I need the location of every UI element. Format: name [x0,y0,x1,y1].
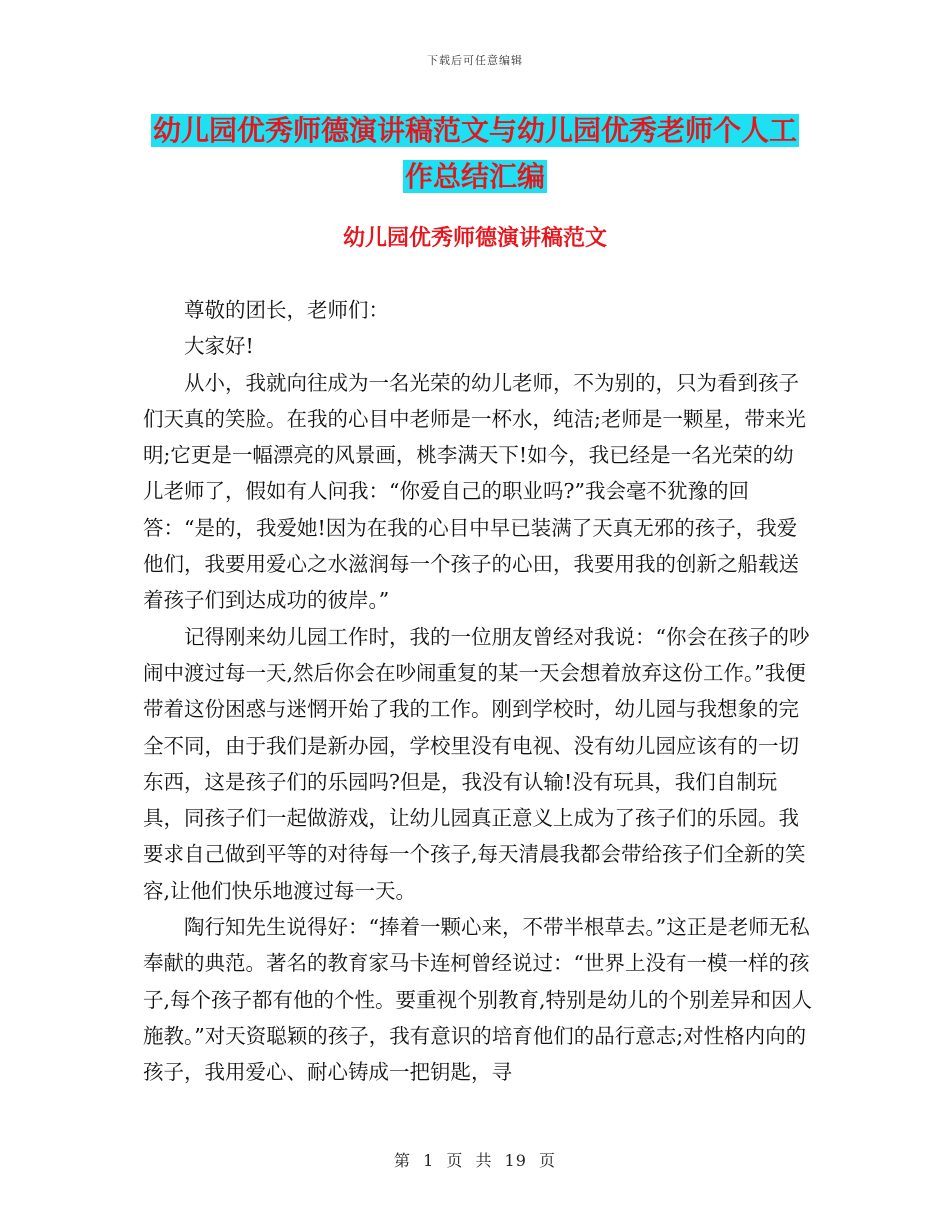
paragraph: 记得刚来幼儿园工作时，我的一位朋友曾经对我说：“你会在孩子的吵闹中渡过每一天,然后你会在吵闹重复的某一天会想着放弃这份工作。”我便带着这份困惑与迷惘开始了我的工作。刚到学校时，幼儿园与我想象的完全不同，由于我们是新办园，学校里没有电视、没有幼儿园应该有的一切东西，这是孩子们的乐园吗?但是，我没有认输!没有玩具，我们自制玩具，同孩子们一起做游戏，让幼儿园真正意义上成为了孩子们的乐园。我要求自己做到平等的对待每一个孩子,每天清晨我都会带给孩子们全新的笑容,让他们快乐地渡过每一天。 [143,624,810,903]
section-title: 幼儿园优秀师德演讲稿范文 [342,226,607,251]
header-note: 下载后可任意编辑 [427,54,523,67]
paragraph: 从小，我就向往成为一名光荣的幼儿老师，不为别的，只为看到孩子们天真的笑脸。在我的心目中老师是一杯水，纯洁;老师是一颗星，带来光明;它更是一幅漂亮的风景画，桃李满天下!如今，我已经是一名光荣的幼儿老师了，假如有人问我：“你爱自己的职业吗?”我会毫不犹豫的回答：“是的，我爱她!因为在我的心目中早已装满了天真无邪的孩子，我爱他们，我要用爱心之水滋润每一个孩子的心田，我要用我的创新之船载送着孩子们到达成功的彼岸。” [143,370,806,613]
greeting: 大家好! [184,334,254,359]
document-title-line-1: 幼儿园优秀师德演讲稿范文与幼儿园优秀老师个人工 [152,114,797,147]
paragraph: 陶行知先生说得好：“捧着一颗心来，不带半根草去。”这正是老师无私奉献的典范。著名的教育家马卡连柯曾经说过：“世界上没有一模一样的孩子,每个孩子都有他的个性。要重视个别教育,特别是幼儿的个别差异和因人施教。”对天资聪颖的孩子，我有意识的培育他们的品行意志;对性格内向的孩子，我用爱心、耐心铸成一把钥匙，寻 [143,915,813,1085]
body-text [143,292,813,1091]
document-title [0,108,950,200]
document-title-line-2: 作总结汇编 [404,160,545,193]
salutation: 尊敬的团长，老师们： [184,298,389,322]
page-number-footer: 第 1 页 共 19 页 [394,1151,556,1170]
